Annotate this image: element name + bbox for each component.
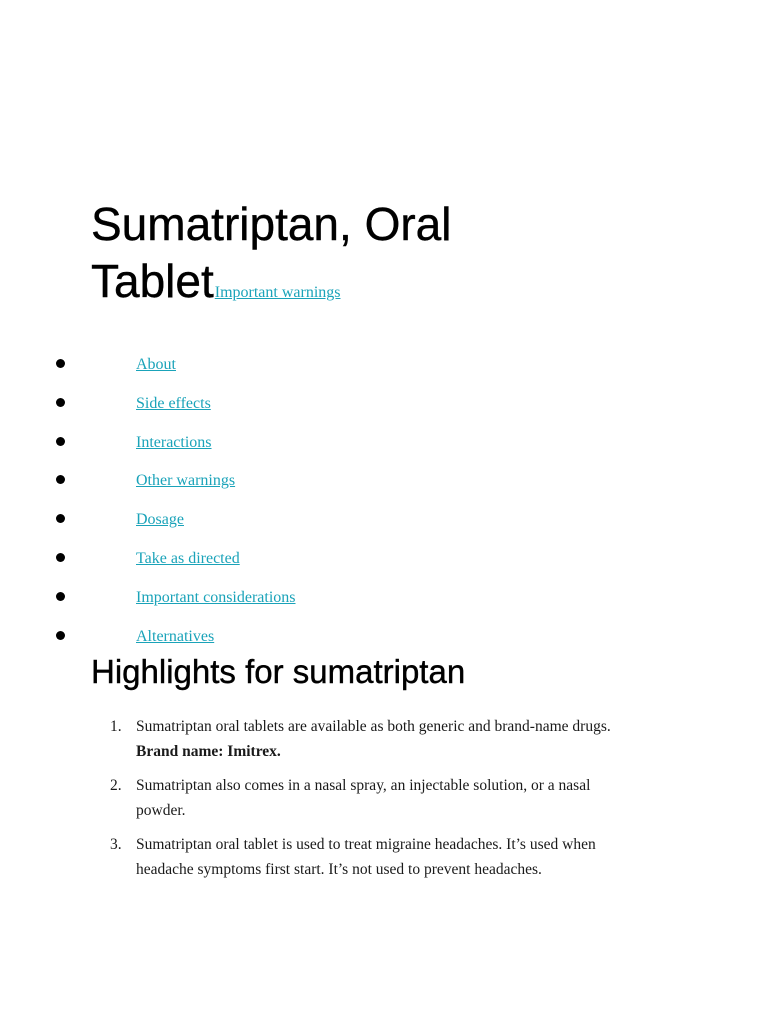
- nav-item-take-as-directed: [0, 544, 400, 583]
- nav-link-other-warnings[interactable]: Other warnings: [136, 472, 236, 490]
- nav-link-important-considerations[interactable]: Important considerations: [136, 588, 296, 606]
- nav-item-side-effects: [0, 389, 400, 428]
- highlights-heading: Highlights for sumatriptan: [91, 653, 466, 690]
- nav-item-other-warnings: [0, 466, 400, 505]
- nav-link-alternatives[interactable]: Alternatives: [136, 627, 215, 645]
- important-warnings-link[interactable]: Important warnings: [214, 284, 341, 301]
- nav-link-about[interactable]: About: [136, 356, 176, 373]
- nav-link-interactions[interactable]: Interactions: [136, 433, 212, 451]
- nav-link-take-as-directed[interactable]: Take as directed: [136, 549, 240, 567]
- list-item-text: Sumatriptan also comes in a nasal spray, an injectable solution, or a nasal powder.: [136, 777, 591, 819]
- brand-name-text: Brand name: Imitrex.: [136, 743, 281, 760]
- bullet-icon: [56, 514, 65, 523]
- nav-item-dosage: [0, 505, 400, 544]
- bullet-icon: [56, 553, 65, 562]
- section-nav-list: [0, 350, 400, 660]
- nav-item-important-considerations: [0, 583, 400, 622]
- highlights-list: [110, 714, 640, 891]
- bullet-icon: [56, 359, 65, 368]
- bullet-icon: [56, 631, 65, 640]
- nav-link-side-effects[interactable]: Side effects: [136, 394, 211, 412]
- bullet-icon: [56, 475, 65, 484]
- list-item: [110, 773, 640, 823]
- list-item: [110, 714, 640, 764]
- bullet-icon: [56, 437, 65, 446]
- page-title-line-1: Sumatriptan, Oral: [91, 198, 452, 250]
- list-item-text: Sumatriptan oral tablet is used to treat migraine headaches. It’s used when headache symptoms first start. It’s not used to prevent headaches.: [136, 836, 596, 878]
- list-item-number: 2.: [110, 777, 122, 794]
- nav-item-interactions: [0, 428, 400, 467]
- list-item-number: 1.: [110, 718, 122, 735]
- list-item: [110, 832, 640, 882]
- bullet-icon: [56, 398, 65, 407]
- list-item-number: 3.: [110, 836, 122, 853]
- page-title: [91, 196, 691, 310]
- nav-link-dosage[interactable]: Dosage: [136, 511, 184, 529]
- bullet-icon: [56, 592, 65, 601]
- page-title-line-2: Tablet: [91, 255, 214, 307]
- list-item-text: Sumatriptan oral tablets are available as both generic and brand-name drugs.: [136, 718, 611, 735]
- nav-item-about: [0, 350, 400, 389]
